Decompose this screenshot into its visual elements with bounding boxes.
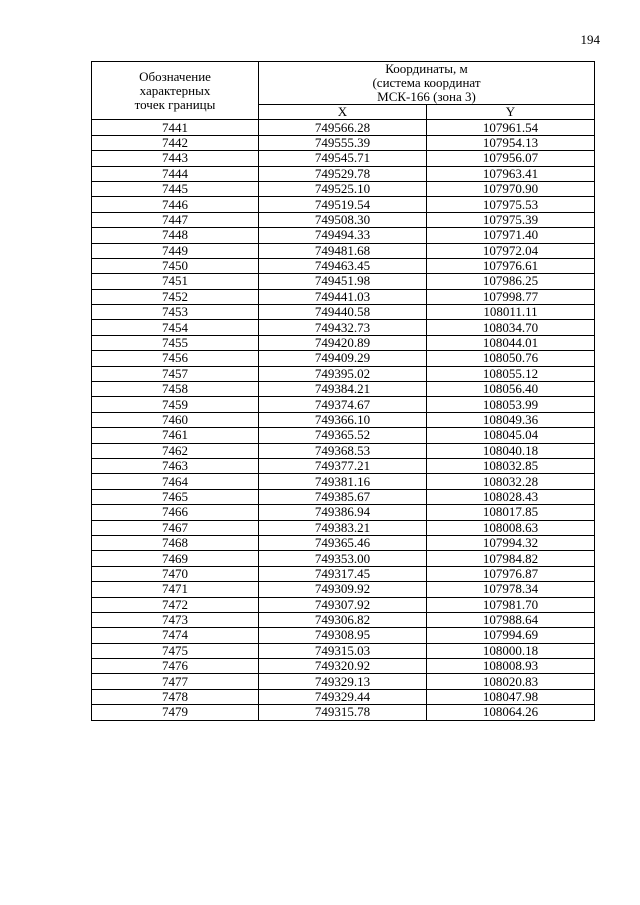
- point-id-cell: 7475: [92, 643, 259, 658]
- point-id-cell: 7479: [92, 705, 259, 720]
- y-coordinate-cell: 108032.28: [427, 474, 595, 489]
- point-id-cell: 7447: [92, 212, 259, 227]
- point-id-cell: 7477: [92, 674, 259, 689]
- y-coordinate-cell: 108064.26: [427, 705, 595, 720]
- table-row: [92, 582, 595, 597]
- x-coordinate-cell: 749409.29: [259, 351, 427, 366]
- y-coordinate-cell: 108053.99: [427, 397, 595, 412]
- x-coordinate-cell: 749353.00: [259, 551, 427, 566]
- point-id-cell: 7474: [92, 628, 259, 643]
- table-row: [92, 320, 595, 335]
- y-coordinate-cell: 107986.25: [427, 274, 595, 289]
- x-coordinate-cell: 749508.30: [259, 212, 427, 227]
- point-id-cell: 7454: [92, 320, 259, 335]
- y-coordinate-cell: 107975.39: [427, 212, 595, 227]
- header-point-line: Обозначение: [139, 68, 211, 84]
- point-id-cell: 7467: [92, 520, 259, 535]
- x-coordinate-cell: 749365.46: [259, 535, 427, 550]
- x-coordinate-cell: 749440.58: [259, 305, 427, 320]
- y-coordinate-cell: 107970.90: [427, 181, 595, 196]
- y-coordinate-cell: 107978.34: [427, 582, 595, 597]
- table-row: [92, 397, 595, 412]
- table-row: [92, 366, 595, 381]
- table-row: [92, 551, 595, 566]
- y-coordinate-cell: 108040.18: [427, 443, 595, 458]
- x-coordinate-cell: 749306.82: [259, 612, 427, 627]
- table-row: [92, 351, 595, 366]
- table-body: [92, 120, 595, 720]
- point-id-cell: 7463: [92, 458, 259, 473]
- header-y: Y: [427, 105, 595, 120]
- point-id-cell: 7469: [92, 551, 259, 566]
- table-row: [92, 443, 595, 458]
- table-row: [92, 428, 595, 443]
- table-row: [92, 181, 595, 196]
- header-point-line: точек границы: [134, 96, 216, 112]
- x-coordinate-cell: 749315.78: [259, 705, 427, 720]
- x-coordinate-cell: 749441.03: [259, 289, 427, 304]
- x-coordinate-cell: 749494.33: [259, 228, 427, 243]
- table-row: [92, 335, 595, 350]
- point-id-cell: 7472: [92, 597, 259, 612]
- x-coordinate-cell: 749420.89: [259, 335, 427, 350]
- x-coordinate-cell: 749395.02: [259, 366, 427, 381]
- x-coordinate-cell: 749307.92: [259, 597, 427, 612]
- point-id-cell: 7473: [92, 612, 259, 627]
- point-id-cell: 7451: [92, 274, 259, 289]
- x-coordinate-cell: 749309.92: [259, 582, 427, 597]
- y-coordinate-cell: 108056.40: [427, 382, 595, 397]
- y-coordinate-cell: 107998.77: [427, 289, 595, 304]
- table-row: [92, 705, 595, 720]
- point-id-cell: 7462: [92, 443, 259, 458]
- point-id-cell: 7446: [92, 197, 259, 212]
- table-row: [92, 412, 595, 427]
- point-id-cell: 7465: [92, 489, 259, 504]
- x-coordinate-cell: 749377.21: [259, 458, 427, 473]
- y-coordinate-cell: 108008.93: [427, 659, 595, 674]
- point-id-cell: 7445: [92, 181, 259, 196]
- x-coordinate-cell: 749315.03: [259, 643, 427, 658]
- table-row: [92, 489, 595, 504]
- y-coordinate-cell: 108055.12: [427, 366, 595, 381]
- x-coordinate-cell: 749519.54: [259, 197, 427, 212]
- point-id-cell: 7466: [92, 505, 259, 520]
- header-coords-line: МСК-166 (зона 3): [377, 89, 476, 104]
- y-coordinate-cell: 107961.54: [427, 120, 595, 135]
- x-coordinate-cell: 749386.94: [259, 505, 427, 520]
- point-id-cell: 7458: [92, 382, 259, 397]
- table-row: [92, 566, 595, 581]
- table-row: [92, 166, 595, 181]
- table-row: [92, 197, 595, 212]
- table-row: [92, 274, 595, 289]
- table-row: [92, 597, 595, 612]
- x-coordinate-cell: 749529.78: [259, 166, 427, 181]
- point-id-cell: 7449: [92, 243, 259, 258]
- y-coordinate-cell: 108032.85: [427, 458, 595, 473]
- table-row: [92, 659, 595, 674]
- table-row: [92, 674, 595, 689]
- point-id-cell: 7478: [92, 689, 259, 704]
- table-row: [92, 289, 595, 304]
- table-row: [92, 474, 595, 489]
- table-row: [92, 258, 595, 273]
- header-coordinates: [259, 62, 595, 105]
- point-id-cell: 7456: [92, 351, 259, 366]
- x-coordinate-cell: 749566.28: [259, 120, 427, 135]
- y-coordinate-cell: 107994.32: [427, 535, 595, 550]
- y-coordinate-cell: 107976.61: [427, 258, 595, 273]
- y-coordinate-cell: 107975.53: [427, 197, 595, 212]
- y-coordinate-cell: 108000.18: [427, 643, 595, 658]
- x-coordinate-cell: 749368.53: [259, 443, 427, 458]
- table-row: [92, 689, 595, 704]
- x-coordinate-cell: 749385.67: [259, 489, 427, 504]
- y-coordinate-cell: 108049.36: [427, 412, 595, 427]
- y-coordinate-cell: 108008.63: [427, 520, 595, 535]
- x-coordinate-cell: 749329.44: [259, 689, 427, 704]
- x-coordinate-cell: 749374.67: [259, 397, 427, 412]
- table-row: [92, 520, 595, 535]
- y-coordinate-cell: 108028.43: [427, 489, 595, 504]
- y-coordinate-cell: 107984.82: [427, 551, 595, 566]
- x-coordinate-cell: 749481.68: [259, 243, 427, 258]
- point-id-cell: 7460: [92, 412, 259, 427]
- header-point-line: характерных: [139, 82, 211, 98]
- point-id-cell: 7471: [92, 582, 259, 597]
- table-row: [92, 120, 595, 135]
- header-coords-line: (система координат: [372, 75, 481, 90]
- point-id-cell: 7448: [92, 228, 259, 243]
- table-row: [92, 458, 595, 473]
- table-row: [92, 612, 595, 627]
- point-id-cell: 7468: [92, 535, 259, 550]
- point-id-cell: 7443: [92, 151, 259, 166]
- y-coordinate-cell: 108011.11: [427, 305, 595, 320]
- y-coordinate-cell: 107994.69: [427, 628, 595, 643]
- table-row: [92, 212, 595, 227]
- point-id-cell: 7459: [92, 397, 259, 412]
- x-coordinate-cell: 749317.45: [259, 566, 427, 581]
- x-coordinate-cell: 749320.92: [259, 659, 427, 674]
- x-coordinate-cell: 749451.98: [259, 274, 427, 289]
- point-id-cell: 7444: [92, 166, 259, 181]
- y-coordinate-cell: 108034.70: [427, 320, 595, 335]
- x-coordinate-cell: 749545.71: [259, 151, 427, 166]
- x-coordinate-cell: 749365.52: [259, 428, 427, 443]
- point-id-cell: 7470: [92, 566, 259, 581]
- table-row: [92, 643, 595, 658]
- x-coordinate-cell: 749381.16: [259, 474, 427, 489]
- y-coordinate-cell: 108017.85: [427, 505, 595, 520]
- table-header: [92, 62, 595, 120]
- header-x: X: [259, 105, 427, 120]
- point-id-cell: 7455: [92, 335, 259, 350]
- point-id-cell: 7461: [92, 428, 259, 443]
- point-id-cell: 7441: [92, 120, 259, 135]
- y-coordinate-cell: 108044.01: [427, 335, 595, 350]
- table-row: [92, 151, 595, 166]
- y-coordinate-cell: 107954.13: [427, 135, 595, 150]
- y-coordinate-cell: 108045.04: [427, 428, 595, 443]
- header-coords-line: Координаты, м: [385, 61, 468, 76]
- y-coordinate-cell: 107963.41: [427, 166, 595, 181]
- point-id-cell: 7457: [92, 366, 259, 381]
- x-coordinate-cell: 749329.13: [259, 674, 427, 689]
- point-id-cell: 7476: [92, 659, 259, 674]
- x-coordinate-cell: 749383.21: [259, 520, 427, 535]
- y-coordinate-cell: 107981.70: [427, 597, 595, 612]
- x-coordinate-cell: 749384.21: [259, 382, 427, 397]
- header-point-designation: [92, 62, 259, 120]
- point-id-cell: 7442: [92, 135, 259, 150]
- y-coordinate-cell: 107971.40: [427, 228, 595, 243]
- table-row: [92, 228, 595, 243]
- x-coordinate-cell: 749463.45: [259, 258, 427, 273]
- x-coordinate-cell: 749432.73: [259, 320, 427, 335]
- y-coordinate-cell: 107976.87: [427, 566, 595, 581]
- x-coordinate-cell: 749555.39: [259, 135, 427, 150]
- coordinates-table: [91, 61, 595, 721]
- point-id-cell: 7453: [92, 305, 259, 320]
- point-id-cell: 7464: [92, 474, 259, 489]
- y-coordinate-cell: 108047.98: [427, 689, 595, 704]
- x-coordinate-cell: 749308.95: [259, 628, 427, 643]
- y-coordinate-cell: 107988.64: [427, 612, 595, 627]
- page-number: 194: [580, 32, 600, 47]
- x-coordinate-cell: 749525.10: [259, 181, 427, 196]
- table-row: [92, 382, 595, 397]
- table-row: [92, 305, 595, 320]
- y-coordinate-cell: 107956.07: [427, 151, 595, 166]
- table-row: [92, 505, 595, 520]
- y-coordinate-cell: 107972.04: [427, 243, 595, 258]
- table-row: [92, 135, 595, 150]
- x-coordinate-cell: 749366.10: [259, 412, 427, 427]
- table-row: [92, 243, 595, 258]
- y-coordinate-cell: 108020.83: [427, 674, 595, 689]
- table-row: [92, 535, 595, 550]
- point-id-cell: 7450: [92, 258, 259, 273]
- table-row: [92, 628, 595, 643]
- y-coordinate-cell: 108050.76: [427, 351, 595, 366]
- point-id-cell: 7452: [92, 289, 259, 304]
